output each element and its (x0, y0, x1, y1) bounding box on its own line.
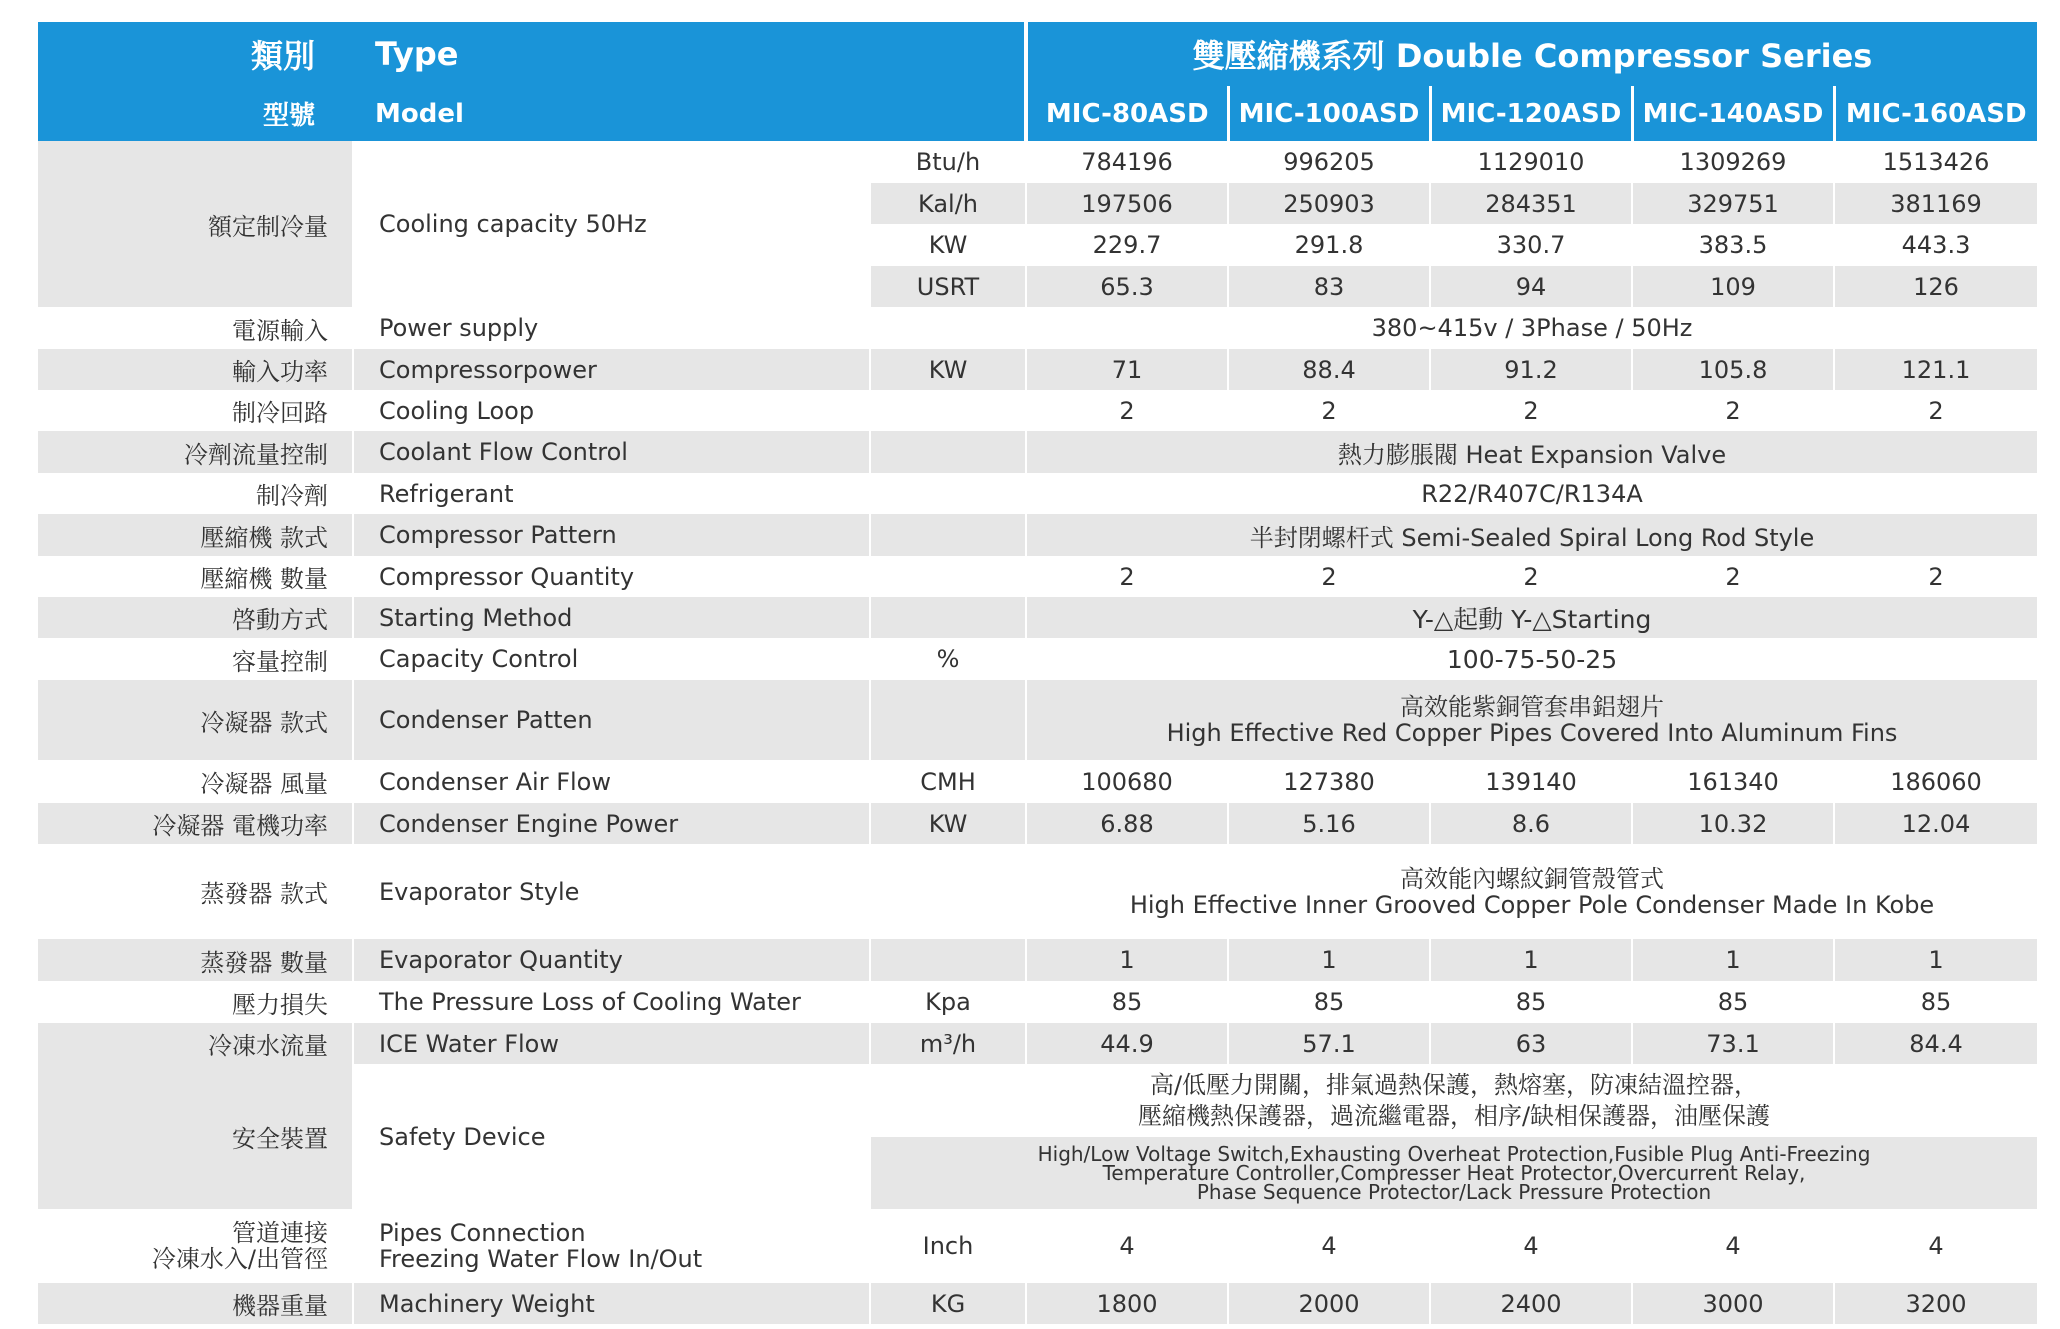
row-label-en: Refrigerant (353, 473, 870, 514)
table-row (38, 844, 2037, 939)
value-cell: 85 (1228, 981, 1430, 1023)
unit-cell: Inch (870, 1209, 1026, 1283)
row-label-en: Power supply (353, 307, 870, 349)
model-label-en: Model (353, 86, 1026, 141)
spec-table (38, 22, 2037, 1324)
safety-zh-line: 高/低壓力開關，排氣過熱保護，熱熔塞，防凍結溫控器， (1149, 1070, 1759, 1099)
value-cell: 1309269 (1632, 141, 1834, 183)
safety-zh-line: 壓縮機熱保護器，過流繼電器，相序/缺相保護器，油壓保護 (1137, 1101, 1771, 1130)
value-cell: 1800 (1026, 1283, 1228, 1324)
value-cell: 4 (1228, 1209, 1430, 1283)
value-cell: 2 (1430, 556, 1632, 597)
value-cell: 329751 (1632, 183, 1834, 224)
value-cell: 91.2 (1430, 349, 1632, 390)
row-label-en: Condenser Patten (353, 680, 870, 760)
value-cell: 229.7 (1026, 224, 1228, 266)
row-label-en: Evaporator Style (353, 844, 870, 939)
model-name: MIC-160ASD (1834, 86, 2037, 141)
model-name: MIC-80ASD (1026, 86, 1228, 141)
evaporator-style-en: High Effective Inner Grooved Copper Pole Condenser Made In Kobe (1129, 890, 1935, 919)
row-label-en: Capacity Control (353, 638, 870, 680)
value-cell: 8.6 (1430, 803, 1632, 844)
row-label-zh: 容量控制 (38, 638, 353, 680)
value-cell: 73.1 (1632, 1023, 1834, 1064)
row-label-en: Cooling capacity 50Hz (353, 141, 870, 307)
value-cell: 85 (1632, 981, 1834, 1023)
table-row (38, 981, 2037, 1023)
table-row (38, 760, 2037, 803)
table-row (38, 1064, 2037, 1137)
value-cell: 2 (1026, 390, 1228, 431)
evaporator-style-zh: 高效能內螺紋銅管殼管式 (1400, 864, 1664, 893)
value-cell: 44.9 (1026, 1023, 1228, 1064)
value-cell: 12.04 (1834, 803, 2037, 844)
value-cell: 443.3 (1834, 224, 2037, 266)
row-label-zh: 啓動方式 (38, 597, 353, 638)
merged-value-cell (1026, 844, 2037, 939)
condenser-pattern-zh: 高效能紫銅管套串鋁翅片 (1400, 693, 1664, 721)
row-label-en: Condenser Engine Power (353, 803, 870, 844)
value-cell: 2400 (1430, 1283, 1632, 1324)
condenser-pattern-en: High Effective Red Copper Pipes Covered Into Aluminum Fins (1166, 719, 1898, 747)
table-row (38, 1209, 2037, 1283)
table-row (38, 638, 2037, 680)
value-cell: 5.16 (1228, 803, 1430, 844)
row-label-zh: 冷凝器 款式 (38, 680, 353, 760)
value-cell: 127380 (1228, 760, 1430, 803)
model-name: MIC-140ASD (1632, 86, 1834, 141)
row-label-en: Starting Method (353, 597, 870, 638)
row-label-en: Evaporator Quantity (353, 939, 870, 981)
row-label-zh: 額定制冷量 (38, 141, 353, 307)
row-label-zh: 壓力損失 (38, 981, 353, 1023)
value-cell: 1129010 (1430, 141, 1632, 183)
row-label-zh: 電源輸入 (38, 307, 353, 349)
value-cell: 1 (1430, 939, 1632, 981)
row-label-en: Compressor Quantity (353, 556, 870, 597)
row-label-en: Coolant Flow Control (353, 431, 870, 473)
value-cell: 161340 (1632, 760, 1834, 803)
type-label-zh: 類別 (38, 22, 353, 86)
pipes-en-line: Pipes Connection (379, 1219, 586, 1247)
unit-cell: Btu/h (870, 141, 1026, 183)
table-row (38, 556, 2037, 597)
merged-value-cell: 100-75-50-25 (1026, 638, 2037, 680)
unit-cell: % (870, 638, 1026, 680)
value-cell: 63 (1430, 1023, 1632, 1064)
unit-cell: KW (870, 224, 1026, 266)
safety-en-line: High/Low Voltage Switch,Exhausting Overheat Protection,Fusible Plug Anti-Freezing (1037, 1141, 1871, 1166)
unit-cell (870, 307, 1026, 349)
row-label-zh: 壓縮機 數量 (38, 556, 353, 597)
table-row (38, 431, 2037, 473)
value-cell: 1 (1026, 939, 1228, 981)
row-label-en (353, 1209, 870, 1283)
row-label-zh: 冷劑流量控制 (38, 431, 353, 473)
value-cell: 3000 (1632, 1283, 1834, 1324)
merged-value-cell: Y-△起動 Y-△Starting (1026, 597, 2037, 638)
value-cell: 330.7 (1430, 224, 1632, 266)
row-label-zh: 冷凝器 風量 (38, 760, 353, 803)
table-row (38, 939, 2037, 981)
row-label-en: Safety Device (353, 1064, 870, 1209)
value-cell: 105.8 (1632, 349, 1834, 390)
value-cell: 4 (1430, 1209, 1632, 1283)
safety-en-line: Temperature Controller,Compresser Heat Protector,Overcurrent Relay, (1102, 1160, 1806, 1185)
row-label-zh: 壓縮機 款式 (38, 514, 353, 556)
value-cell: 2 (1632, 390, 1834, 431)
unit-cell: KW (870, 803, 1026, 844)
table-row (38, 680, 2037, 760)
row-label-en: Condenser Air Flow (353, 760, 870, 803)
unit-cell (870, 556, 1026, 597)
merged-value-cell: 半封閉螺杆式 Semi-Sealed Spiral Long Rod Style (1026, 514, 2037, 556)
value-cell: 139140 (1430, 760, 1632, 803)
value-cell: 88.4 (1228, 349, 1430, 390)
value-cell: 126 (1834, 266, 2037, 307)
value-cell: 100680 (1026, 760, 1228, 803)
value-cell: 83 (1228, 266, 1430, 307)
value-cell: 784196 (1026, 141, 1228, 183)
value-cell: 10.32 (1632, 803, 1834, 844)
value-cell: 109 (1632, 266, 1834, 307)
header-row-type (38, 22, 2037, 86)
value-cell: 1513426 (1834, 141, 2037, 183)
value-cell: 4 (1026, 1209, 1228, 1283)
row-label-zh: 制冷回路 (38, 390, 353, 431)
value-cell: 2 (1228, 390, 1430, 431)
value-cell: 291.8 (1228, 224, 1430, 266)
row-label-en: Cooling Loop (353, 390, 870, 431)
unit-cell: USRT (870, 266, 1026, 307)
value-cell: 65.3 (1026, 266, 1228, 307)
unit-cell: KW (870, 349, 1026, 390)
safety-zh-cell (870, 1064, 2037, 1137)
value-cell: 250903 (1228, 183, 1430, 224)
value-cell: 85 (1430, 981, 1632, 1023)
value-cell: 4 (1834, 1209, 2037, 1283)
merged-value-cell: R22/R407C/R134A (1026, 473, 2037, 514)
safety-en-line: Phase Sequence Protector/Lack Pressure Protection (1196, 1179, 1712, 1204)
row-label-zh: 蒸發器 數量 (38, 939, 353, 981)
unit-cell (870, 680, 1026, 760)
type-label-en: Type (353, 22, 1026, 86)
value-cell: 85 (1026, 981, 1228, 1023)
row-label-en: Compressorpower (353, 349, 870, 390)
merged-value-cell (1026, 680, 2037, 760)
value-cell: 2 (1026, 556, 1228, 597)
unit-cell (870, 844, 1026, 939)
unit-cell (870, 390, 1026, 431)
row-label-zh: 輸入功率 (38, 349, 353, 390)
value-cell: 1 (1834, 939, 2037, 981)
value-cell: 2 (1632, 556, 1834, 597)
value-cell: 2 (1834, 556, 2037, 597)
row-label-zh: 安全裝置 (38, 1064, 353, 1209)
safety-en-cell (870, 1137, 2037, 1209)
value-cell: 71 (1026, 349, 1228, 390)
unit-cell: KG (870, 1283, 1026, 1324)
value-cell: 381169 (1834, 183, 2037, 224)
value-cell: 186060 (1834, 760, 2037, 803)
row-label-zh: 冷凝器 電機功率 (38, 803, 353, 844)
merged-value-cell: 熱力膨脹閥 Heat Expansion Valve (1026, 431, 2037, 473)
row-label-zh (38, 1209, 353, 1283)
row-label-zh: 機器重量 (38, 1283, 353, 1324)
model-label-zh: 型號 (38, 86, 353, 141)
value-cell: 6.88 (1026, 803, 1228, 844)
table-row (38, 803, 2037, 844)
value-cell: 2 (1430, 390, 1632, 431)
value-cell: 3200 (1834, 1283, 2037, 1324)
value-cell: 121.1 (1834, 349, 2037, 390)
row-label-en: ICE Water Flow (353, 1023, 870, 1064)
value-cell: 2 (1228, 556, 1430, 597)
value-cell: 1 (1228, 939, 1430, 981)
value-cell: 383.5 (1632, 224, 1834, 266)
value-cell: 2000 (1228, 1283, 1430, 1324)
unit-cell: m³/h (870, 1023, 1026, 1064)
value-cell: 2 (1834, 390, 2037, 431)
unit-cell (870, 939, 1026, 981)
model-name: MIC-100ASD (1228, 86, 1430, 141)
table-row (38, 141, 2037, 183)
row-label-zh: 蒸發器 款式 (38, 844, 353, 939)
merged-value-cell: 380~415v / 3Phase / 50Hz (1026, 307, 2037, 349)
table-row (38, 1023, 2037, 1064)
row-label-zh: 制冷劑 (38, 473, 353, 514)
pipes-zh-line: 管道連接 (232, 1219, 328, 1247)
model-name: MIC-120ASD (1430, 86, 1632, 141)
unit-cell (870, 431, 1026, 473)
value-cell: 85 (1834, 981, 2037, 1023)
header-row-model (38, 86, 2037, 141)
value-cell: 57.1 (1228, 1023, 1430, 1064)
row-label-en: Machinery Weight (353, 1283, 870, 1324)
table-row (38, 349, 2037, 390)
unit-cell (870, 514, 1026, 556)
row-label-en: The Pressure Loss of Cooling Water (353, 981, 870, 1023)
series-title: 雙壓縮機系列 Double Compressor Series (1026, 22, 2037, 86)
pipes-zh-line: 冷凍水入/出管徑 (151, 1245, 328, 1273)
table-row (38, 390, 2037, 431)
pipes-en-line: Freezing Water Flow In/Out (379, 1245, 703, 1273)
unit-cell (870, 473, 1026, 514)
value-cell: 197506 (1026, 183, 1228, 224)
unit-cell: CMH (870, 760, 1026, 803)
row-label-zh: 冷凍水流量 (38, 1023, 353, 1064)
table-row (38, 597, 2037, 638)
value-cell: 84.4 (1834, 1023, 2037, 1064)
unit-cell: Kpa (870, 981, 1026, 1023)
value-cell: 996205 (1228, 141, 1430, 183)
table-row (38, 514, 2037, 556)
table-row (38, 307, 2037, 349)
table-row (38, 473, 2037, 514)
value-cell: 284351 (1430, 183, 1632, 224)
row-label-en: Compressor Pattern (353, 514, 870, 556)
unit-cell: Kal/h (870, 183, 1026, 224)
value-cell: 94 (1430, 266, 1632, 307)
unit-cell (870, 597, 1026, 638)
value-cell: 1 (1632, 939, 1834, 981)
table-row (38, 1283, 2037, 1324)
value-cell: 4 (1632, 1209, 1834, 1283)
